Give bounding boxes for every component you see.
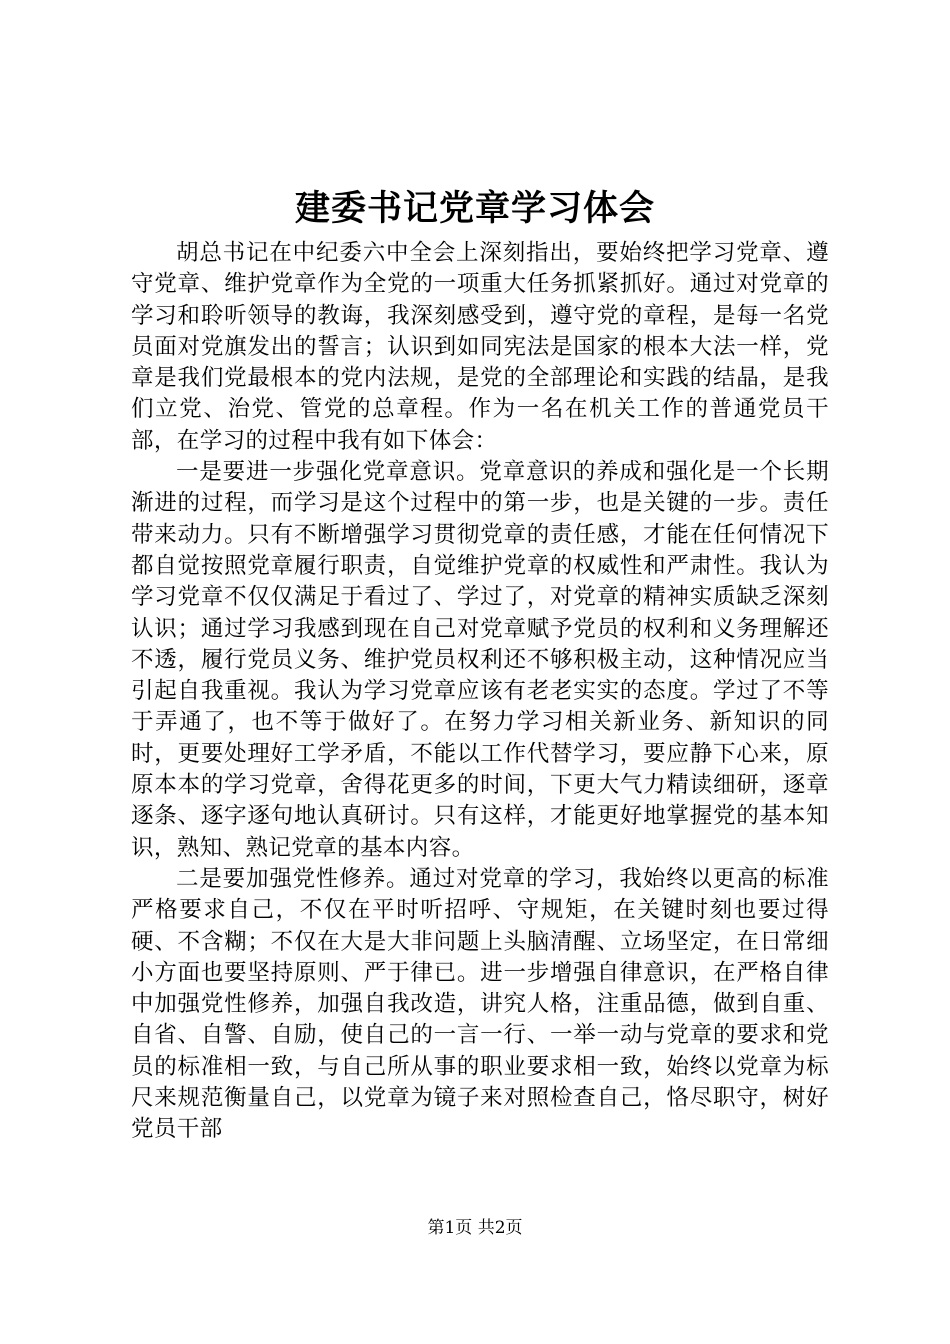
document-title: 建委书记党章学习体会 [294, 188, 655, 229]
document-body [131, 238, 829, 1146]
paragraph-point-two: 二是要加强党性修养。通过对党章的学习，我始终以更高的标准严格要求自己，不仅在平时听招呼、守规矩，在关键时刻也要过得硬、不含糊；不仅在大是大非问题上头脑清醒、立场坚定，在日常细小方面也要坚持原则、严于律已。进一步增强自律意识，在严格自律中加强党性修养，加强自我改造，讲究人格，注重品德，做到自重、自省、自警、自励，使自己的一言一行、一举一动与党章的要求和党员的标准相一致，与自己所从事的职业要求相一致，始终以党章为标尺来规范衡量自己，以党章为镜子来对照检查自己，恪尽职守，树好党员干部 [131, 865, 829, 1143]
paragraph-intro: 胡总书记在中纪委六中全会上深刻指出，要始终把学习党章、遵守党章、维护党章作为全党的一项重大任务抓紧抓好。通过对党章的学习和聆听领导的教诲，我深刻感受到，遵守党的章程，是每一名党员面对党旗发出的誓言；认识到如同宪法是国家的根本大法一样，党章是我们党最根本的党内法规，是党的全部理论和实践的结晶，是我们立党、治党、管党的总章程。作为一名在机关工作的普通党员干部，在学习的过程中我有如下体会： [131, 240, 829, 454]
page-number-footer: 第1页 共2页 [427, 1218, 523, 1238]
paragraph-point-one: 一是要进一步强化党章意识。党章意识的养成和强化是一个长期渐进的过程，而学习是这个过程中的第一步，也是关键的一步。责任带来动力。只有不断增强学习贯彻党章的责任感，才能在任何情况下都自觉按照党章履行职责，自觉维护党章的权威性和严肃性。我认为学习党章不仅仅满足于看过了、学过了，对党章的精神实质缺乏深刻认识；通过学习我感到现在自己对党章赋予党员的权利和义务理解还不透，履行党员义务、维护党员权利还不够积极主动，这种情况应当引起自我重视。我认为学习党章应该有老老实实的态度。学过了不等于弄通了，也不等于做好了。在努力学习相关新业务、新知识的同时，更要处理好工学矛盾，不能以工作代替学习，要应静下心来，原原本本的学习党章，舍得花更多的时间，下更大气力精读细研，逐章逐条、逐字逐句地认真研讨。只有这样，才能更好地掌握党的基本知识，熟知、熟记党章的基本内容。 [131, 459, 829, 861]
